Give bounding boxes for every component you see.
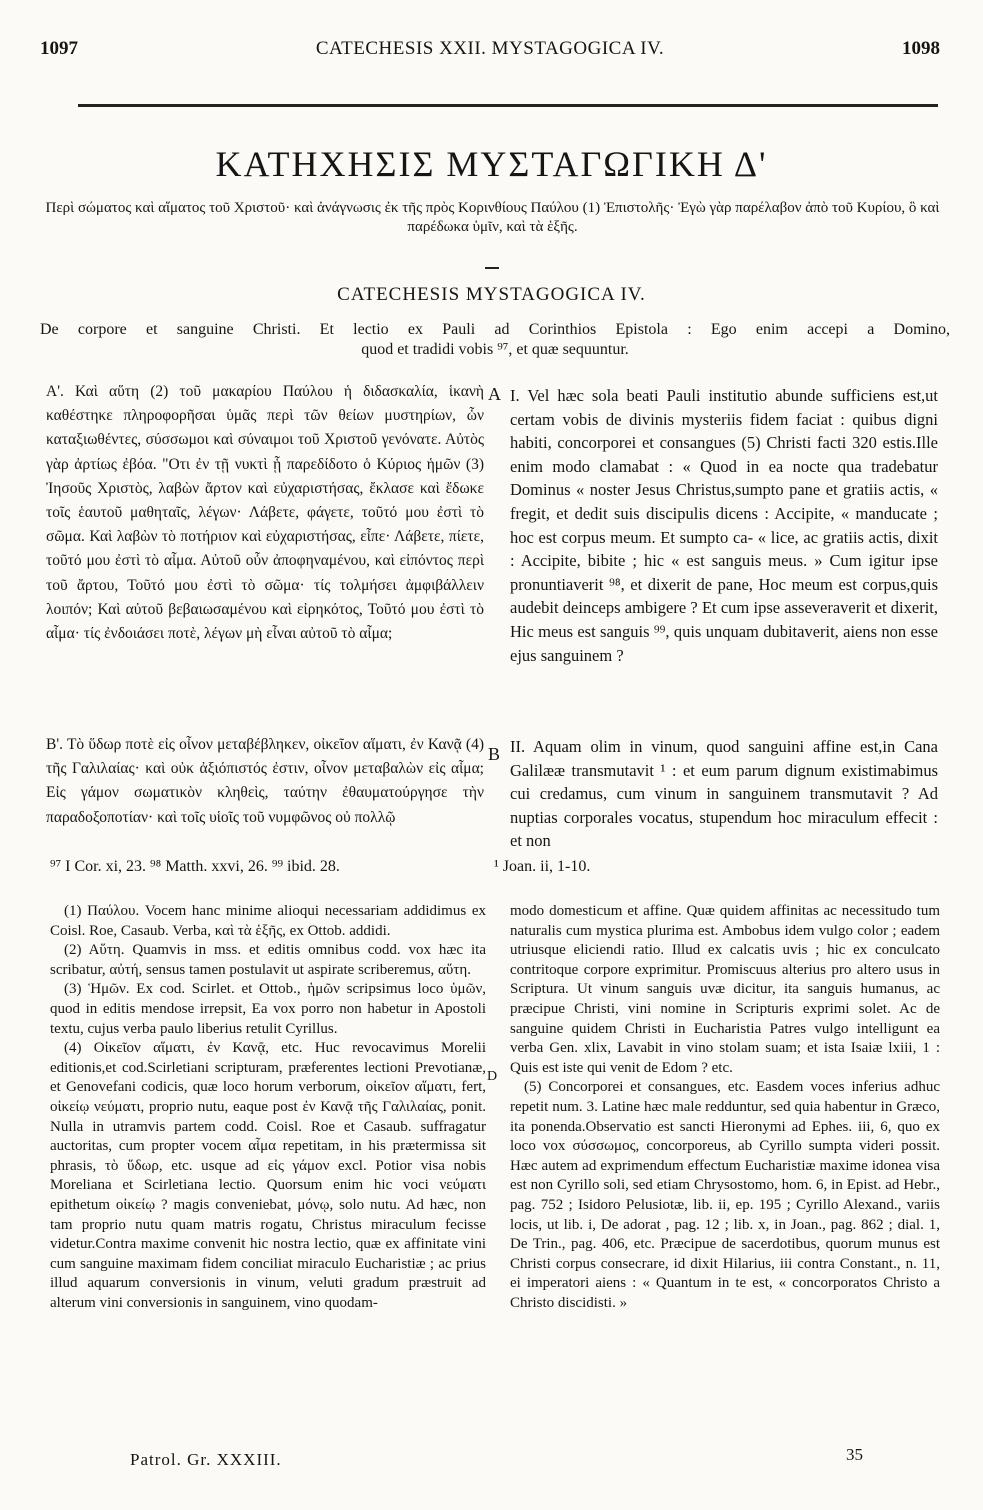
- footnote: (2) Αὕτη. Quamvis in mss. et editis omnibus codd. vox hæc ita scribatur, αὐτή, sensus tamen postulavit ut aspirate scriberemus, αὕτη.: [50, 942, 486, 978]
- margin-marker-a: A: [488, 384, 501, 404]
- footnote: (5) Concorporei et consangues, etc. Easdem voces inferius adhuc repetit num. 3. Latine hæc male redduntur, sed quia habentur in Græco, ita ponenda.Observatio est sancti Hieronymi ad Ephes. iii, 6, quo ex loco vox σύσσωμος, concorporeus, ab Cyrillo sumpta videri possit. Hæc autem ad exprimendum effectum Eucharistiæ maxime idonea visa est non Cyrillo soli, sed etiam Chrysostomo, hom. 6, in Epist. ad Hebr., pag. 752 ; Isidoro Pelusiotæ, lib. ii, ep. 195 ; Cyrillo Alexand., variis locis, ut lib. i, De adorat , pag. 12 ; lib. x, in Joan., pag. 862 ; dial. 1, De Trin., pag. 406, etc. Præcipue de sacerdotibus, quorum munus est Christi corpus consecrare, id dixit Hilarius, iii contra Constant., n. 11, ei imperatori aiens : « Quantum in te est, « concorporatos Christo a Christo discidisti. »: [510, 1079, 940, 1311]
- title-divider: [485, 267, 499, 269]
- section-b-greek-text: Β'. Τὸ ὕδωρ ποτὲ εἰς οἶνον μεταβέβληκεν, οἰκεῖον αἵματι, ἐν Κανᾷ (4) τῆς Γαλιλαίας· καὶ οὐκ ἀξιόπιστός ἐστιν, οἶνον μεταβαλὼν εἰς αἷμα; Εἰς γάμον σωματικὸν κληθεὶς, ταύτην ἐθαυματούργησε τὴν παραδοξοποτίαν· καὶ τοῖς υἱοῖς τοῦ νυμφῶνος οὐ πολλῷ: [46, 736, 484, 826]
- margin-marker-b: B: [488, 744, 501, 764]
- section-b-greek: [46, 733, 484, 830]
- margin-marker-d: D: [487, 1069, 498, 1084]
- latin-subtitle: [40, 320, 950, 360]
- section-a-greek-text: Α'. Καὶ αὕτη (2) τοῦ μακαρίου Παύλου ἡ διδασκαλία, ἱκανὴ καθέστηκε πληροφορῆσαι ὑμᾶς περὶ τῶν θείων μυστηρίων, ὧν καταξιωθέντες, σύσσωμοι καὶ σύναιμοι τοῦ Χριστοῦ γενόνατε. Αὐτὸς γὰρ ἀρτίως ἐβόα. "Οτι ἐν τῇ νυκτὶ ᾗ παρεδίδοτο ὁ Κύριος ἡμῶν (3) Ἰησοῦς Χριστὸς, λαβὼν ἄρτον καὶ εὐχαριστήσας, ἔκλασε καὶ ἔδωκε τοῖς ἑαυτοῦ μαθηταῖς, λέγων· Λάβετε, φάγετε, τοῦτό μου ἐστὶ τὸ σῶμα. Καὶ λαβὼν τὸ ποτήριον καὶ εὐχαριστήσας, εἶπε· Λάβετε, πίετε, τοῦτό μου ἐστὶ τὸ αἷμα. Αὐτοῦ οὖν ἀποφηναμένου, καὶ εἰπόντος περὶ τοῦ ἄρτου, Τοῦτό μου ἐστὶ τὸ σῶμα· τίς τολμήσει ἀμφιβάλλειν λοιπόν; Καὶ αὐτοῦ βεβαιωσαμένου καὶ εἰρηκότος, Τοῦτό μου ἐστὶ τὸ αἷμα· τίς ἐνδοιάσει ποτὲ, λέγων μὴ εἶναι αὐτοῦ τὸ αἷμα;: [46, 383, 484, 643]
- section-b-latin-text: II. Aquam olim in vinum, quod sanguini affine est,in Cana Galilææ transmutavit ¹ : et eum parum dignum existimabimus cui credamus, cum vinum in sanguinem transmutavit ? Ad nuptias corporales vocatus, stupendum hoc miraculum effecit : et non: [510, 737, 938, 851]
- footnote: (4) Οἰκεῖον αἵματι, ἐν Κανᾷ, etc. Huc revocavimus Morelii editionis,et cod.Scirletiani scripturam, præferentes lectioni Prevotianæ, et Genovefani codicis, quæ loco horum verborum, οἰκεῖον αἵματι, fert, οἰκείῳ νεύματι, proprio nutu, eaque post ἐν Κανᾷ τῆς Γαλιλαίας, ponit. Nulla in utramvis partem codd. Coisl. Roe et Casaub. suffragatur auctoritas, cum propter vocem αἷμα repetitam, in his prætermissa sit phrasis, τὸ ὕδωρ, etc. usque ad εἰς γάμον excl. Potior visa nobis Moreliana et Scirletiana lectio. Quorsum enim hic voci νεύματι epithetum οἰκείῳ ? magis conveniebat, μόνῳ, solo nutu. Ad hæc, non tam proprio nutu quam matris rogatu, Christus miraculum fecisse videtur.Contra maxime convenit hic nostra lectio, quæ ex affinitate vini cum sanguine maximam fidem conciliat miraculo Eucharistiæ ; ac prius illud aquarum conversionis in vinum, veluti gradum præstruit ad alterum vini conversionis in sanguinem, vino quodam-: [50, 1040, 486, 1311]
- scripture-references-right: ¹ Joan. ii, 1-10.: [494, 858, 591, 875]
- section-b-latin: [510, 735, 938, 853]
- footnotes-right: [510, 902, 940, 1313]
- section-a-latin: [510, 384, 938, 667]
- latin-subtitle-line-1: De corpore et sanguine Christi. Et lectio ex Pauli ad Corinthios Epistola : Ego enim accepi a Domino,: [40, 321, 950, 338]
- footer-signature: Patrol. Gr. XXXIII.: [130, 1450, 282, 1469]
- running-header: [40, 38, 940, 68]
- page-number-right: 1098: [902, 38, 940, 59]
- page-number-left: 1097: [40, 38, 78, 59]
- greek-subtitle: Περὶ σώματος καὶ αἵματος τοῦ Χριστοῦ· καὶ ἀνάγνωσις ἐκ τῆς πρὸς Κορινθίους Παύλου (1) Ἐπιστολῆς· Ἐγὼ γὰρ παρέλαβον ἀπὸ τοῦ Κυρίου, ὃ καὶ παρέδωκα ὑμῖν, καὶ τὰ ἑξῆς.: [45, 200, 940, 235]
- header-rule: [78, 104, 938, 107]
- footnote: (1) Παύλου. Vocem hanc minime alioqui necessariam addidimus ex Coisl. Roe, Casaub. Verba, καὶ τὰ ἑξῆς, ex Ottob. addidi.: [50, 903, 486, 939]
- scripture-references-left: ⁹⁷ I Cor. xi, 23. ⁹⁸ Matth. xxvi, 26. ⁹⁹ ibid. 28.: [50, 858, 340, 875]
- section-a-greek: [46, 380, 484, 646]
- footer-sheet-number: 35: [846, 1445, 863, 1464]
- latin-subtitle-line-2: quod et tradidi vobis ⁹⁷, et quæ sequuntur.: [361, 341, 629, 358]
- footnote: (3) Ἡμῶν. Ex cod. Scirlet. et Ottob., ἡμῶν scripsimus loco ὑμῶν, quod in editis mendose irrepsit, Ea vox porro non habetur in Apostoli textu, cujus verba paulo liberius retulit Cyrillus.: [50, 981, 486, 1037]
- latin-title: CATECHESIS MYSTAGOGICA IV.: [337, 284, 646, 305]
- section-a-latin-text: I. Vel hæc sola beati Pauli institutio abunde sufficiens est,ut certam vobis de divinis mysteriis fidem faciat : quibus digni habiti, concorporei et consangues (5) Christi facti 320 estis.Ille enim modo clamabat : « Quod in ea nocte qua tradebatur Dominus « noster Jesus Christus,sumpto pane et gratiis actis, « fregit, et dedit suis discipulis dicens : Accipite, « manducate ; hoc est corpus meum. Et sumpto ca- « lice, ac gratiis actis, dixit : Accipite, bibite ; hic « est sanguis meus. » Cum igitur ipse pronuntiaverit ⁹⁸, et dixerit de pane, Hoc meum est corpus,quis audebit deinceps ambigere ? Et cum ipse asseveraverit et dixerit, Hic meus est sanguis ⁹⁹, quis unquam dubitaverit, aiens non esse ejus sanguinem ?: [510, 386, 938, 665]
- footnotes-left: [50, 902, 486, 1313]
- footnote-continued: modo domesticum et affine. Quæ quidem affinitas ac necessitudo tum naturalis cum mystica plurima est. Ambobus idem vulgo color ; eadem utriusque eliciendi ratio. Illud ex calcatis uvis ; hic ex conculcato contritoque corpore exprimitur. Promiscuus alterius pro altero usus in Scriptura. Ut vinum sanguis uvæ dicitur, ita sanguis humanus, ac præcipue Christi, vini nomine in Scripturis exprimi solet. Ac de sanguine quidem Christi in Eucharistia Patres vulgo intelligunt ea verba Gen. xlix, Lavabit in vino stolam suam; et ista Isaiæ lxiii, 1 : Quis est iste qui venit de Edom ? etc.: [510, 903, 940, 1076]
- greek-title: ΚΑΤΗΧΗΣΙΣ ΜΥΣΤΑΓΩΓΙΚΗ Δ': [215, 144, 768, 184]
- running-title: CATECHESIS XXII. MYSTAGOGICA IV.: [315, 38, 665, 59]
